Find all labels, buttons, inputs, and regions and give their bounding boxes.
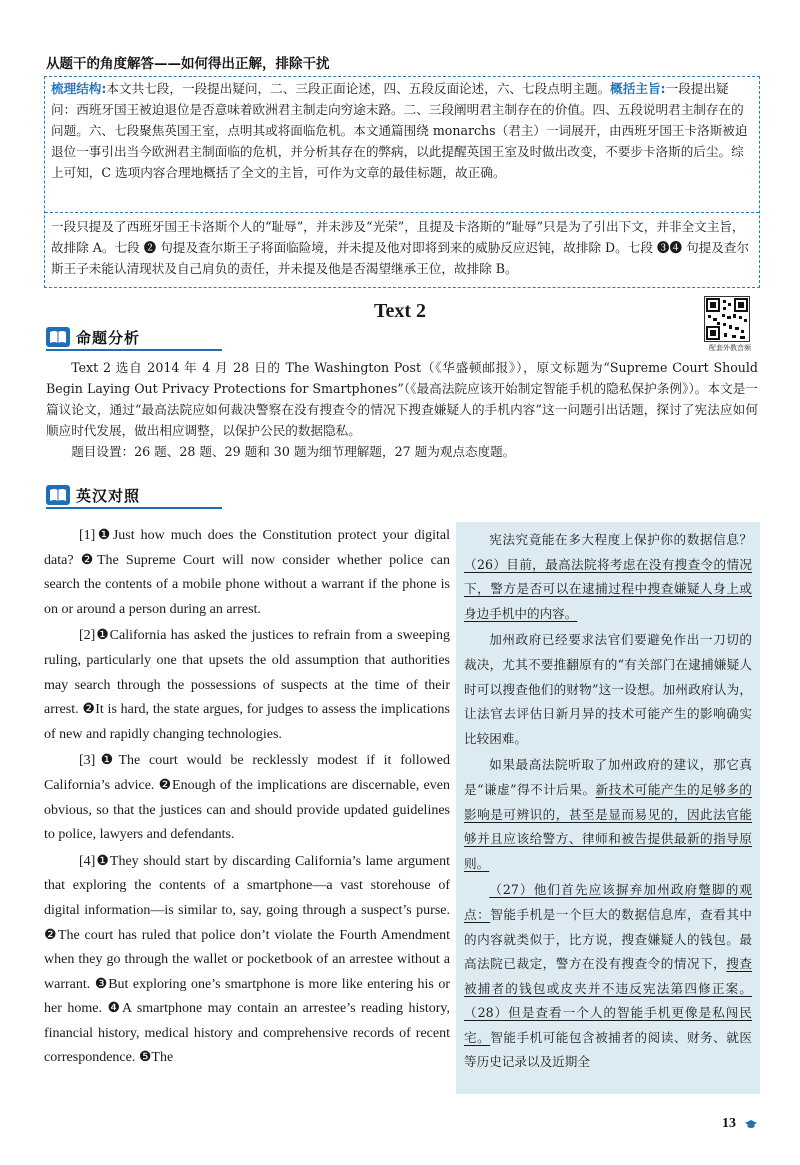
summary-structure-section	[45, 77, 759, 212]
text2-title: Text 2	[373, 300, 427, 322]
underlined-answer: （26）目前，最高法院将考虑在没有搜查令的情况下，警方是否可以在逮捕过程中搜查嫌疑人身上或身边手机中的内容。	[464, 556, 752, 621]
chinese-text: 智能手机是一个巨大的数据信息库，查看其中的内容就类似于，比方说，搜查嫌疑人的钱包。最高法院已裁定，警方在没有搜查令的情况下，	[464, 906, 753, 972]
graduation-cap-icon	[745, 1120, 757, 1129]
underlined-answer: 新技术可能产生的足够多的影响是可辨识的，甚至是显而易见的，因此法官能够并且应该给警方、律师和被告提供最新的指导原则。	[464, 781, 752, 871]
compare-section-header	[46, 483, 140, 507]
english-paragraph-1: [1]❶Just how much does the Constitution protect your digital data? ❷The Supreme Court will now consider whether police can search the contents of a mobile phone without a warrant if the phone is on or around a person during an arrest.	[44, 528, 450, 617]
options-text: 一段只提及了西班牙国王卡洛斯个人的“耻辱”，并未涉及“光荣”，且提及卡洛斯的“耻辱”只是为了引出下文，并非全文主旨，故排除 A。七段 ❷ 句提及查尔斯王子将面临险境，并未提及他对即将到来的威胁反应迟钝，故排除 D。七段 ❸❹ 句提及查尔斯王子未能认清现状及自己肩负的责任，并未提及他是否渴望继承王位，故排除 B。	[51, 219, 750, 276]
english-paragraph-4: [4]❶They should start by discarding California’s lame argument that exploring the contents of a smartphone—a vast storehouse of digital information—is similar to, say, going through a suspect’s purse. ❷The court has ruled that police don’t violate the Fourth Amendment when they go through the wallet or pocketbook of an arrestee without a warrant. ❸But exploring one’s smartphone is more like entering his or her home. ❹A smartphone may contain an arrestee’s reading history, financial history, medical history and comprehensive records of recent correspondence. ❺The	[44, 853, 450, 1066]
chinese-translation-panel	[456, 522, 760, 1094]
chinese-column	[464, 528, 752, 1075]
underlined-answer: 搜查被捕者的钱包或皮夹并不违反宪法第四修正案。	[464, 956, 753, 996]
book-icon	[46, 327, 70, 347]
chinese-paragraph-2: 加州政府已经要求法官们要避免作出一刀切的裁决，尤其不要推翻原有的“有关部门在逮捕嫌疑人时可以搜查他们的财物”这一设想。加州政府认为，让法官去评估日新月异的技术可能产生的影响确实比较困难。	[464, 632, 752, 746]
compare-heading: 英汉对照	[76, 486, 141, 505]
analysis-body	[46, 357, 758, 462]
qr-code-icon[interactable]	[704, 296, 750, 342]
analysis-heading: 命题分析	[76, 328, 141, 347]
english-paragraph-3: [3]❶The court would be recklessly modest if it followed California’s advice. ❷Enough of the implications are discernable, even obvious, so that the justices can and should provide updated guidelines to police, lawyers and defendants.	[44, 753, 450, 843]
structure-text: 本文共七段，一段提出疑问，二、三段正面论述，四、五段反面论述，六、七段点明主题。	[106, 81, 611, 96]
chinese-text: 智能手机可能包含被捕者的阅读、财务、就医等历史记录以及近期全	[464, 1029, 753, 1070]
book-icon	[46, 485, 70, 505]
analysis-paragraph: Text 2 选自 2014 年 4 月 28 日的 The Washington Post（《华盛顿邮报》），原文标题为“Supreme Court Should Begin Laying Out Privacy Protections for Smartphones”（《最高法院应该开始制定智能手机的隐私保护条例》）。本文是一篇议论文，通过“最高法院应如何裁决警察在没有搜查令的情况下搜查嫌疑人的手机内容”这一问题引出话题，探讨了宪法应如何顺应时代发展，做出相应调整，以保护公民的数据隐私。	[46, 360, 758, 438]
heading-underline	[46, 507, 222, 509]
english-paragraph-2: [2]❶California has asked the justices to refrain from a sweeping ruling, particularly one that upsets the old assumption that authorities may search through the possessions of suspects at the time of their arrest. ❷It is hard, the state argues, for judges to assess the implications of new and rapidly changing technologies.	[44, 628, 450, 742]
summary-box	[44, 76, 760, 288]
summary-options-section	[45, 213, 759, 285]
page-number: 13	[722, 1116, 736, 1131]
underlined-answer: （27）他们首先应该摒弃加州政府蹩脚的观点：	[464, 882, 752, 922]
underlined-answer: （28）但是查看一个人的智能手机更像是私闯民宅。	[464, 1005, 752, 1045]
chinese-paragraph-1	[464, 528, 752, 626]
chinese-paragraph-3	[464, 753, 752, 876]
chinese-paragraph-4	[464, 878, 752, 1075]
analysis-question-setup: 题目设置：26 题、28 题、29 题和 30 题为细节理解题，27 题为观点态度题。	[71, 444, 516, 459]
structure-label: 梳理结构:	[51, 81, 107, 96]
analysis-section-header	[46, 325, 140, 349]
english-column	[44, 524, 450, 1073]
chinese-text: 如果最高法院听取了加州政府的建议，那它真是“谦虚”得不计后果。	[464, 757, 752, 797]
theme-text: 一段提出疑问：西班牙国王被迫退位是否意味着欧洲君主制走向穷途末路。二、三段阐明君主制存在的价值。四、五段说明君主制存在的问题。六、七段聚焦英国王室，点明其或将面临危机。本文通篇围绕 monarchs（君主）一词展开，由西班牙国王卡洛斯被迫退位一事引出当今欧洲君主制面临的危机，并分析其存在的弊病，以此提醒英国王室及时做出改变，不要步卡洛斯的后尘。综上可知，C 选项内容合理地概括了全文的主旨，可作为文章的最佳标题，故正确。	[51, 81, 748, 180]
chinese-text: 宪法究竟能在多大程度上保护你的数据信息？	[489, 532, 752, 547]
theme-label: 概括主旨:	[610, 81, 666, 96]
page-top-title: 从题干的角度解答——如何得出正解，排除干扰	[46, 56, 330, 72]
qr-caption: 配套外教音频	[709, 344, 751, 352]
heading-underline	[46, 349, 222, 351]
